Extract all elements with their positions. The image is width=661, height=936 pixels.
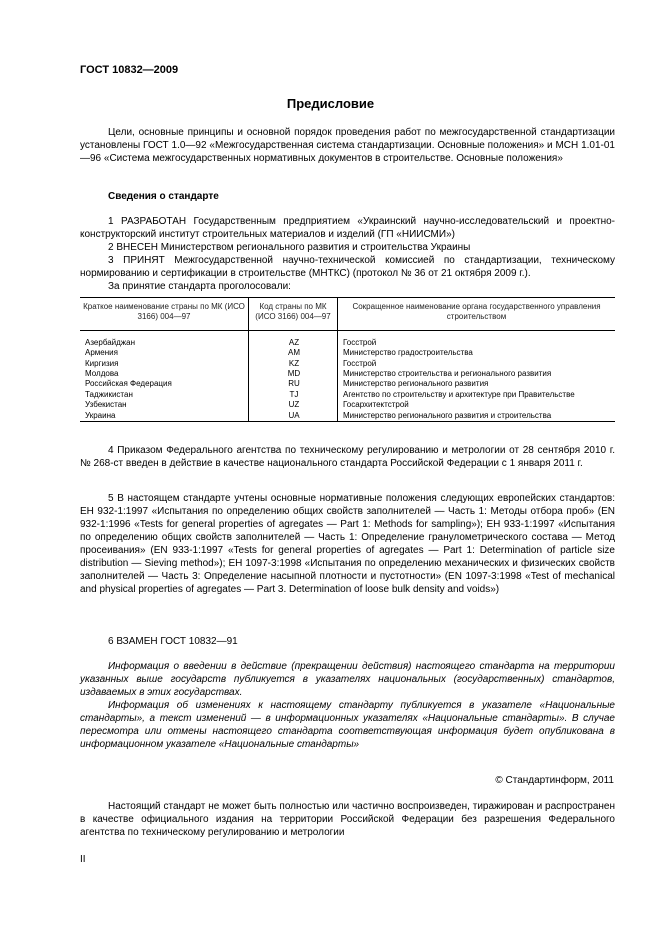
notice-changes-info: Информация об изменениях к настоящему стандарту публикуется в указателе «Национальные стандарты», а текст изменений — в информационных указателях «Национальные стандарты». В случае пересмотра или отмены настоящего стандарта соответствующая информация будет опубликована в информационном указателе «Национальные стандарты» [80, 700, 615, 750]
organization-cell: Министерство градостроительства [338, 348, 616, 358]
intro-section [80, 126, 615, 165]
organization-cell: Агентство по строительству и архитектуре при Правительстве [338, 390, 616, 400]
item-2-submitted: 2 ВНЕСЕН Министерством регионального развития и строительства Украины [108, 242, 471, 253]
intro-paragraph: Цели, основные принципы и основной порядок проведения работ по межгосударственной стандартизации установлены ГОСТ 1.0—92 «Межгосударственная система стандартизации. Основные положения» и МСН 1.01-01—96 «Система межгосударственных нормативных документов в строительстве. Основные положения» [80, 127, 615, 164]
item-6-section [80, 635, 615, 648]
copyright-notice: © Стандартинформ, 2011 [495, 775, 614, 786]
table-row [80, 390, 615, 400]
country-code-cell: KZ [249, 359, 338, 369]
country-code-cell: UZ [249, 400, 338, 410]
page-number: II [80, 854, 86, 865]
country-cell: Армения [85, 348, 118, 358]
item-4-section [80, 444, 615, 470]
table-row [80, 359, 615, 369]
column-header-organization: Сокращенное наименование органа государственного управления строительством [338, 298, 616, 331]
item-3-adopted: 3 ПРИНЯТ Межгосударственной научно-технической комиссией по стандартизации, техническому нормированию и сертификации в строительстве (МНТКС) (протокол № 36 от 21 октября 2009 г.). [80, 255, 615, 279]
country-code-cell: AM [249, 348, 338, 358]
standard-info-heading: Сведения о стандарте [108, 191, 219, 202]
table-row [80, 411, 615, 422]
country-cell: Российская Федерация [85, 379, 172, 389]
column-header-country: Краткое наименование страны по МК (ИСО 3166) 004—97 [80, 298, 249, 331]
restriction-section [80, 800, 615, 839]
country-cell: Таджикистан [85, 389, 133, 399]
country-cell: Киргизия [85, 358, 119, 368]
page-title: Предисловие [286, 96, 375, 111]
reproduction-restriction: Настоящий стандарт не может быть полностью или частично воспроизведен, тиражирован и распространен в качестве официального издания на территории Российской Федерации без разрешения Федерального агентства по техническому регулированию и метрологии [80, 801, 615, 838]
table-row [80, 400, 615, 410]
table-row [80, 369, 615, 379]
country-code-cell: RU [249, 379, 338, 389]
item-4-enactment: 4 Приказом Федерального агентства по техническому регулированию и метрологии от 28 сентября 2010 г. № 268-ст введен в действие в качестве национального стандарта Российской Федерации с 1 января 2011 г. [80, 445, 615, 469]
organization-cell: Министерство регионального развития и строительства [338, 411, 616, 422]
item-1-developed: 1 РАЗРАБОТАН Государственным предприятием «Украинский научно-исследовательский и проектно-конструкторский институт строительных материалов и изделий (ГП «НИИСМИ») [80, 216, 615, 240]
member-states-table [80, 297, 615, 422]
country-code-cell: AZ [249, 330, 338, 348]
vote-intro: За принятие стандарта проголосовали: [108, 281, 291, 292]
country-code-cell: MD [249, 369, 338, 379]
country-code-cell: UA [249, 411, 338, 422]
organization-cell: Министерство регионального развития [338, 379, 616, 389]
organization-cell: Министерство строительства и регионального развития [338, 369, 616, 379]
table-row [80, 379, 615, 389]
item-5-section [80, 492, 615, 596]
table-row [80, 348, 615, 358]
item-5-european-standards: 5 В настоящем стандарте учтены основные нормативные положения следующих европейских стандартов: ЕН 932-1:1997 «Испытания по определению общих свойств заполнителей — Часть 1: Методы отбора проб» (EN 932-1:1996 «Tests for general properties of agregates — Part 1: Methods for sampling»); ЕН 933-1:1997 «Испытания по определению общих свойств заполнителей — Часть 1: Определение гранулометрического состава — Метод просеивания» (EN 933-1:1997 «Tests for general properties of agregates — Part 1: Determination of particle size distribution — Sieving method»); ЕН 1097-3:1998 «Испытания по определению механических и физических свойств заполнителей — Часть 3: Определение насыпной плотности и пустотности» (EN 1097-3:1998 «Test of mechanical and physical properties of agregates — Part 3. Determination of loose bulk density and voids») [80, 493, 615, 595]
organization-cell: Госархитектстрой [338, 400, 616, 410]
document-header: ГОСТ 10832—2009 [80, 64, 179, 76]
organization-cell: Госстрой [338, 330, 616, 348]
country-cell: Узбекистан [85, 400, 127, 410]
table-row [80, 330, 615, 348]
country-cell: Украина [80, 411, 249, 422]
country-cell: Азербайджан [85, 337, 136, 347]
standard-info-section [80, 190, 615, 293]
column-header-code: Код страны по МК (ИСО 3166) 004—97 [249, 298, 338, 331]
country-code-cell: TJ [249, 390, 338, 400]
item-6-replaces: 6 ВЗАМЕН ГОСТ 10832—91 [108, 636, 238, 647]
notices-section [80, 660, 615, 751]
organization-cell: Госстрой [338, 359, 616, 369]
table-header-row [80, 298, 615, 331]
country-cell: Молдова [85, 369, 119, 379]
notice-enactment-info: Информация о введении в действие (прекращении действия) настоящего стандарта на территории указанных выше государств публикуется в указателях национальных (государственных) стандартов, издаваемых в этих государствах. [80, 661, 615, 698]
